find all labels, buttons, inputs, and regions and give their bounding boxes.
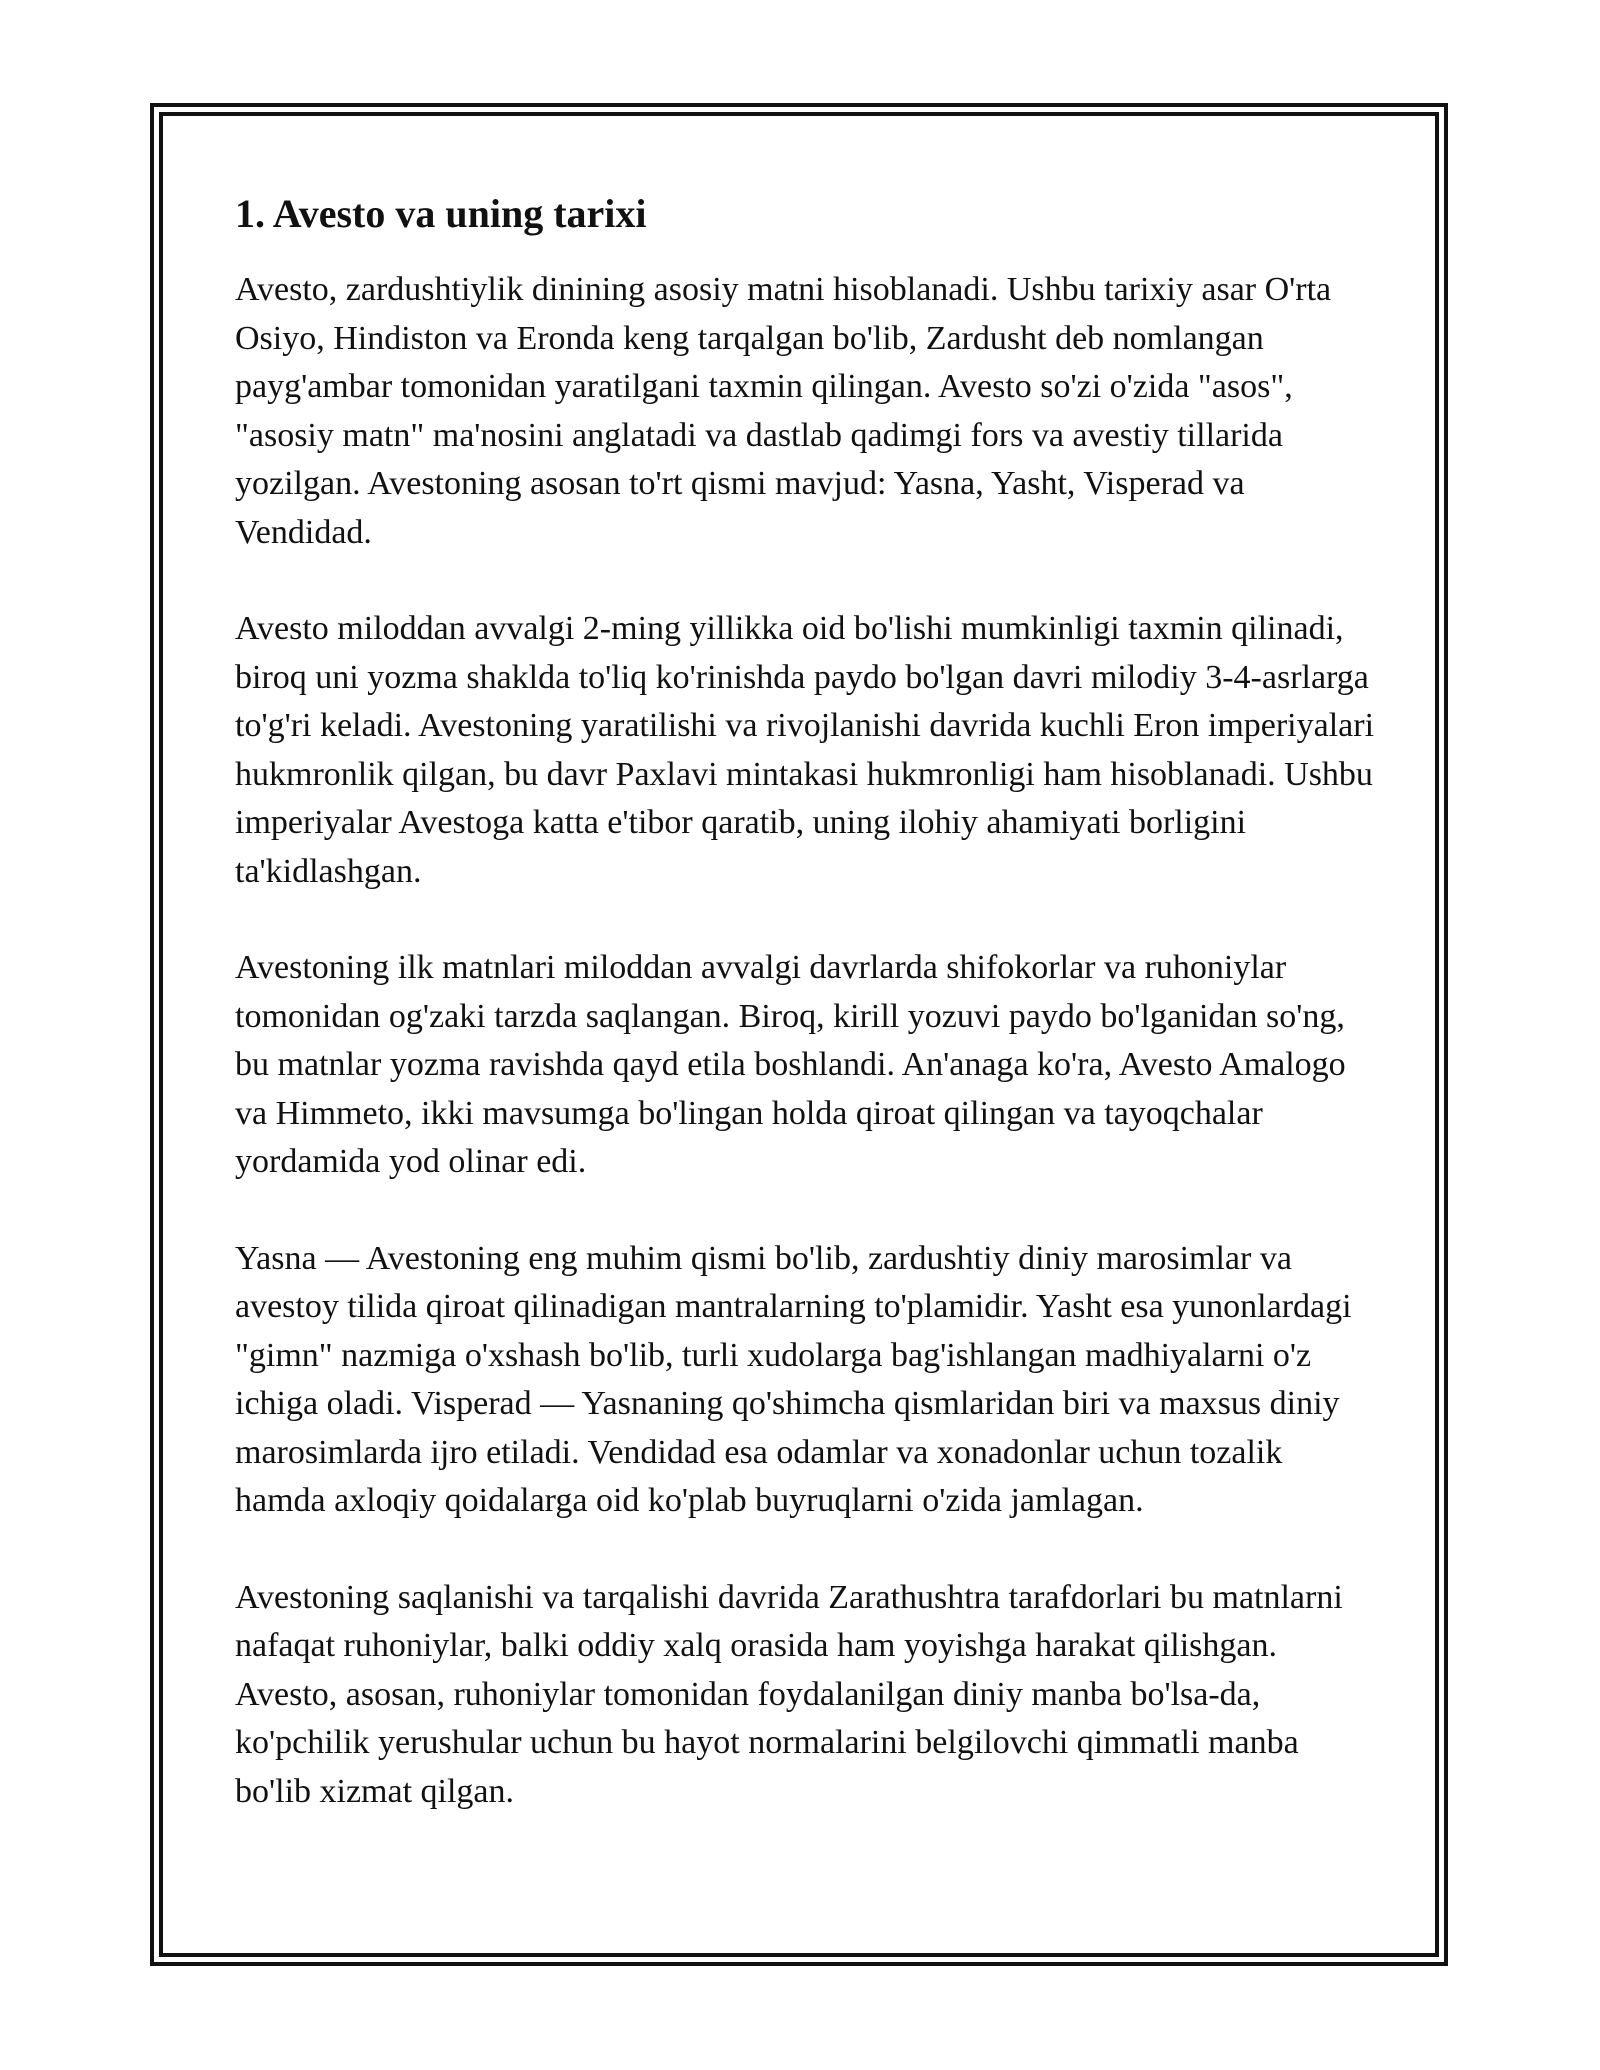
paragraph-5: Avestoning saqlanishi va tarqalishi davrida Zarathushtra tarafdorlari bu matnlarni nafaqat ruhoniylar, balki oddiy xalq orasida ham yoyishga harakat qilishgan. Avesto, asosan, ruhoniylar tomonidan foydalanilgan diniy manba bo'lsa-da, ko'pchilik yerushular uchun bu hayot normalarini belgilovchi qimmatli manba bo'lib xizmat qilgan. <box>235 1578 1343 1810</box>
paragraph-2: Avesto miloddan avvalgi 2-ming yillikka oid bo'lishi mumkinligi taxmin qilinadi, biroq uni yozma shaklda to'liq ko'rinishda paydo bo'lgan davri milodiy 3-4-asrlarga to'g'ri keladi. Avestoning yaratilishi va rivojlanishi davrida kuchli Eron imperiyalari hukmronlik qilgan, bu davr Paxlavi mintakasi hukmronligi ham hisoblanadi. Ushbu imperiyalar Avestoga katta e'tibor qaratib, uning ilohiy ahamiyati borligini ta'kidlashgan. <box>235 610 1375 890</box>
document-body <box>235 188 1375 1864</box>
paragraph-4: Yasna — Avestoning eng muhim qismi bo'lib, zardushtiy diniy marosimlar va avestoy tilida qiroat qilinadigan mantralarning to'plamidir. Yasht esa yunonlardagi "gimn" nazmiga o'xshash bo'lib, turli xudolarga bag'ishlangan madhiyalarni o'z ichiga oladi. Visperad — Yasnaning qo'shimcha qismlaridan biri va maxsus diniy marosimlarda ijro etiladi. Vendidad esa odamlar va xonadonlar uchun tozalik hamda axloqiy qoidalarga oid ko'plab buyruqlarni o'zida jamlagan. <box>235 1239 1352 1519</box>
section-heading: 1. Avesto va uning tarixi <box>235 191 647 236</box>
paragraph-3: Avestoning ilk matnlari miloddan avvalgi davrlarda shifokorlar va ruhoniylar tomonidan og'zaki tarzda saqlangan. Biroq, kirill yozuvi paydo bo'lganidan so'ng, bu matnlar yozma ravishda qayd etila boshlandi. An'anaga ko'ra, Avesto Amalogo va Himmeto, ikki mavsumga bo'lingan holda qiroat qilingan va tayoqchalar yordamida yod olinar edi. <box>235 949 1346 1180</box>
paragraph-1: Avesto, zardushtiylik dinining asosiy matni hisoblanadi. Ushbu tarixiy asar O'rta Osiyo, Hindiston va Eronda keng tarqalgan bo'lib, Zardusht deb nomlangan payg'ambar tomonidan yaratilgani taxmin qilingan. Avesto so'zi o'zida "asos", "asosiy matn" ma'nosini anglatadi va dastlab qadimgi fors va avestiy tillarida yozilgan. Avestoning asosan to'rt qismi mavjud: Yasna, Yasht, Visperad va Vendidad. <box>235 271 1332 551</box>
